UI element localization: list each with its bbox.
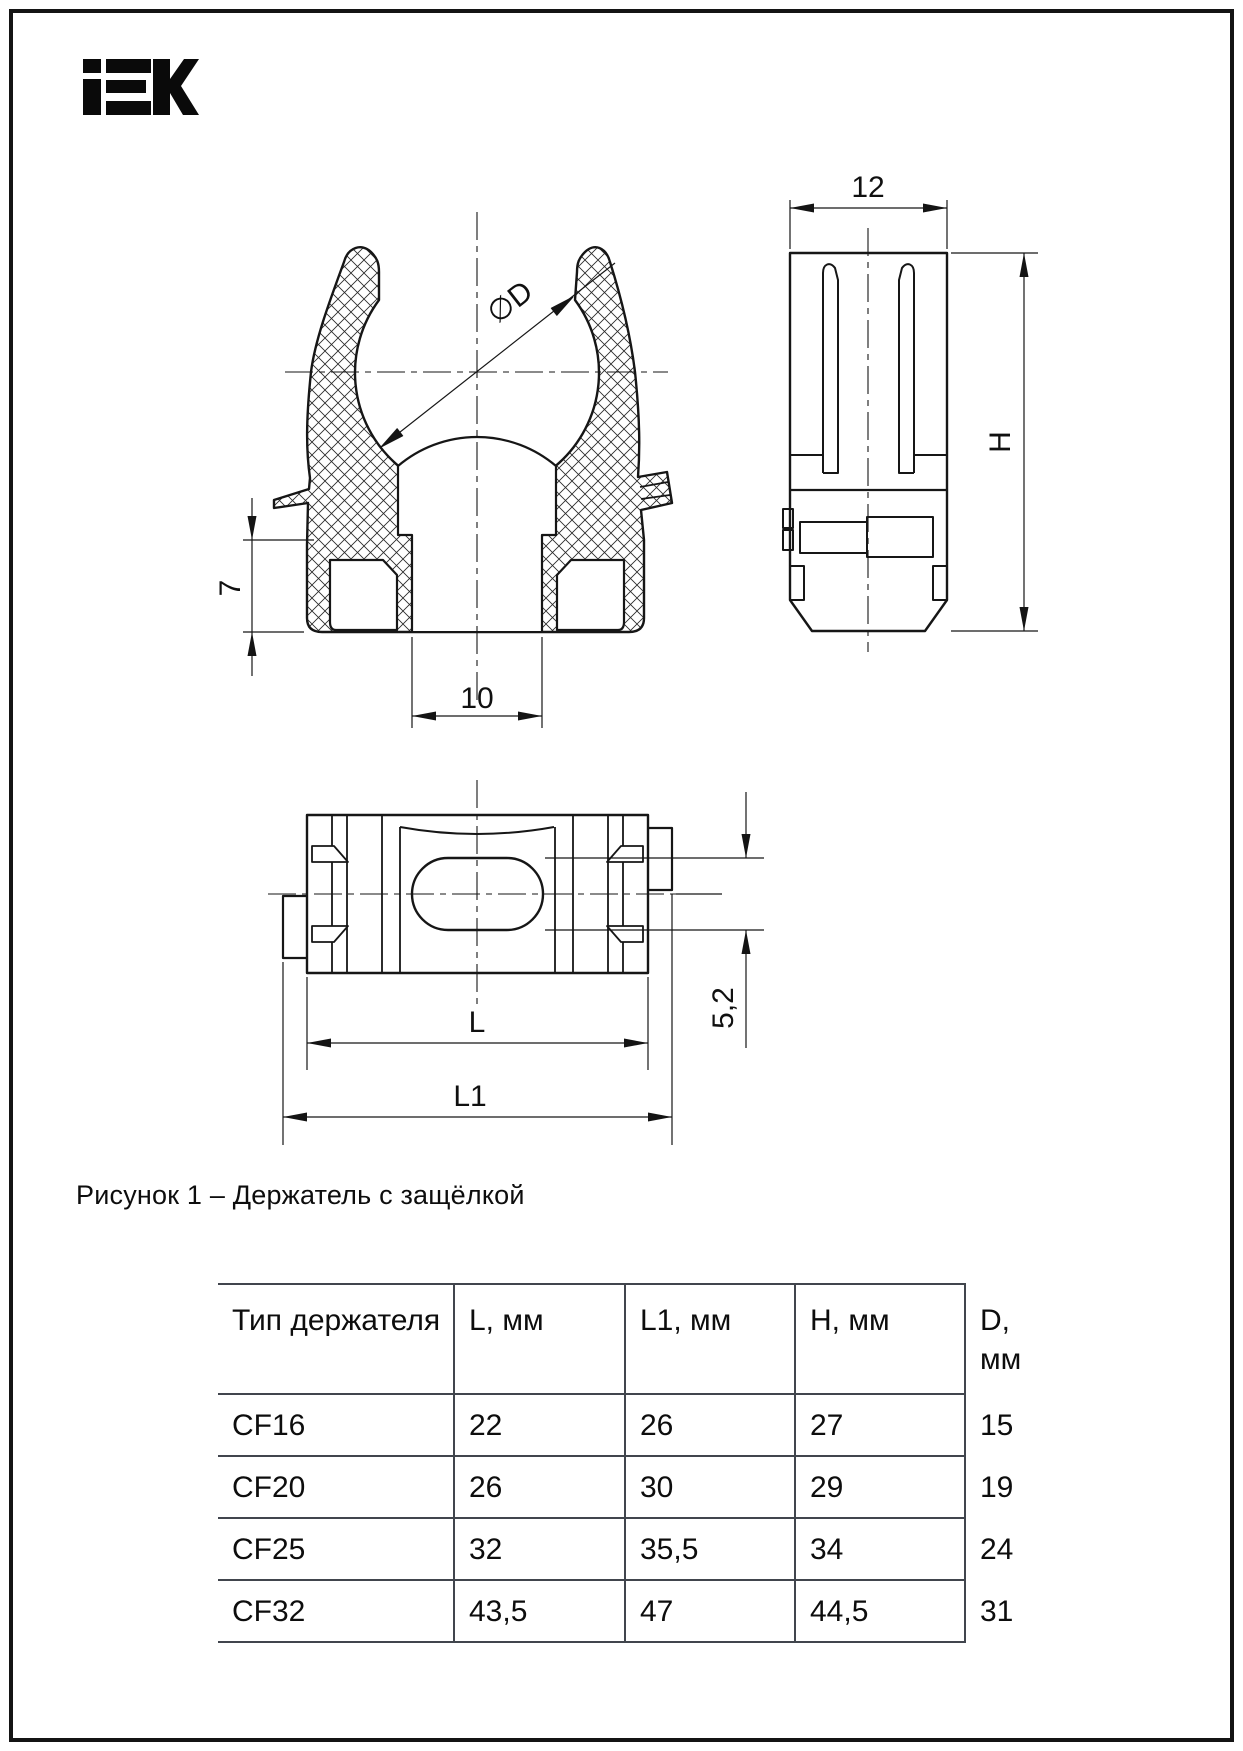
cell-type: CF20 bbox=[232, 1471, 306, 1504]
header-l: L, мм bbox=[454, 1284, 625, 1394]
label-diameter: ∅D bbox=[481, 274, 540, 331]
cell-l1: 47 bbox=[625, 1580, 795, 1642]
label-side-width: 12 bbox=[851, 171, 885, 204]
cell-h: 29 bbox=[795, 1456, 965, 1518]
cell-h: 44,5 bbox=[795, 1580, 965, 1642]
side-latch-clip-lower bbox=[783, 530, 793, 550]
side-left-slot bbox=[823, 264, 838, 473]
label-height: H bbox=[984, 431, 1017, 453]
cell-l1: 30 bbox=[625, 1456, 795, 1518]
table-header-row: Тип держателя L, мм L1, мм H, мм D, мм bbox=[218, 1284, 965, 1394]
cell-type: CF25 bbox=[232, 1533, 306, 1566]
left-base-pocket bbox=[330, 560, 397, 630]
cell-type: CF32 bbox=[232, 1595, 306, 1628]
logo-k bbox=[153, 59, 199, 115]
table-row: CF32 43,5 47 44,5 31 bbox=[218, 1580, 965, 1642]
latch-wedge-upper-right bbox=[607, 846, 643, 862]
side-left-foot bbox=[790, 566, 804, 600]
latch-wedge-lower-right bbox=[607, 926, 643, 942]
side-right-slot bbox=[899, 264, 914, 473]
figure-caption: Рисунок 1 – Держатель с защёлкой bbox=[76, 1180, 525, 1210]
latch-wedge-upper-left bbox=[312, 846, 348, 862]
side-latch-clip-upper bbox=[783, 509, 793, 528]
cell-l1: 26 bbox=[625, 1394, 795, 1456]
cell-l1: 35,5 bbox=[625, 1518, 795, 1580]
cell-h: 27 bbox=[795, 1394, 965, 1456]
table-row: CF20 26 30 29 19 bbox=[218, 1456, 965, 1518]
logo-i-stem bbox=[83, 79, 101, 115]
bottom-view bbox=[268, 780, 764, 1145]
label-base-height: 7 bbox=[214, 579, 247, 597]
cell-l: 26 bbox=[454, 1456, 625, 1518]
header-l1: L1, мм bbox=[625, 1284, 795, 1394]
logo-e-bottom-bar bbox=[106, 101, 151, 115]
front-section-view bbox=[243, 212, 672, 728]
table-row: CF25 32 35,5 34 24 bbox=[218, 1518, 965, 1580]
logo-e-top-bar bbox=[106, 59, 151, 73]
table-row: CF16 22 26 27 15 bbox=[218, 1394, 965, 1456]
right-base-pocket bbox=[557, 560, 624, 630]
cell-l: 32 bbox=[454, 1518, 625, 1580]
dim-base-height bbox=[243, 498, 314, 676]
side-view bbox=[783, 200, 1038, 652]
side-latch-bar bbox=[800, 522, 867, 553]
side-latch-block bbox=[867, 517, 933, 557]
cell-h: 34 bbox=[795, 1518, 965, 1580]
iek-logo bbox=[83, 59, 199, 115]
cell-l: 22 bbox=[454, 1394, 625, 1456]
bottom-left-tab bbox=[283, 896, 307, 958]
side-right-foot bbox=[933, 566, 947, 600]
cell-l: 43,5 bbox=[454, 1580, 625, 1642]
bottom-right-tab bbox=[648, 828, 672, 890]
header-h: H, мм bbox=[795, 1284, 965, 1394]
latch-wedge-lower-left bbox=[312, 926, 348, 942]
label-slot-height: 5,2 bbox=[707, 987, 740, 1029]
label-channel-width: 10 bbox=[460, 682, 494, 715]
logo-e-mid-bar bbox=[106, 80, 146, 93]
cell-type: CF16 bbox=[232, 1409, 306, 1442]
label-length: L bbox=[468, 1006, 486, 1039]
header-type: Тип держателя bbox=[232, 1304, 441, 1337]
spec-table bbox=[218, 1283, 1022, 1643]
label-overall-length: L1 bbox=[453, 1080, 487, 1113]
logo-i-dot bbox=[83, 59, 101, 73]
